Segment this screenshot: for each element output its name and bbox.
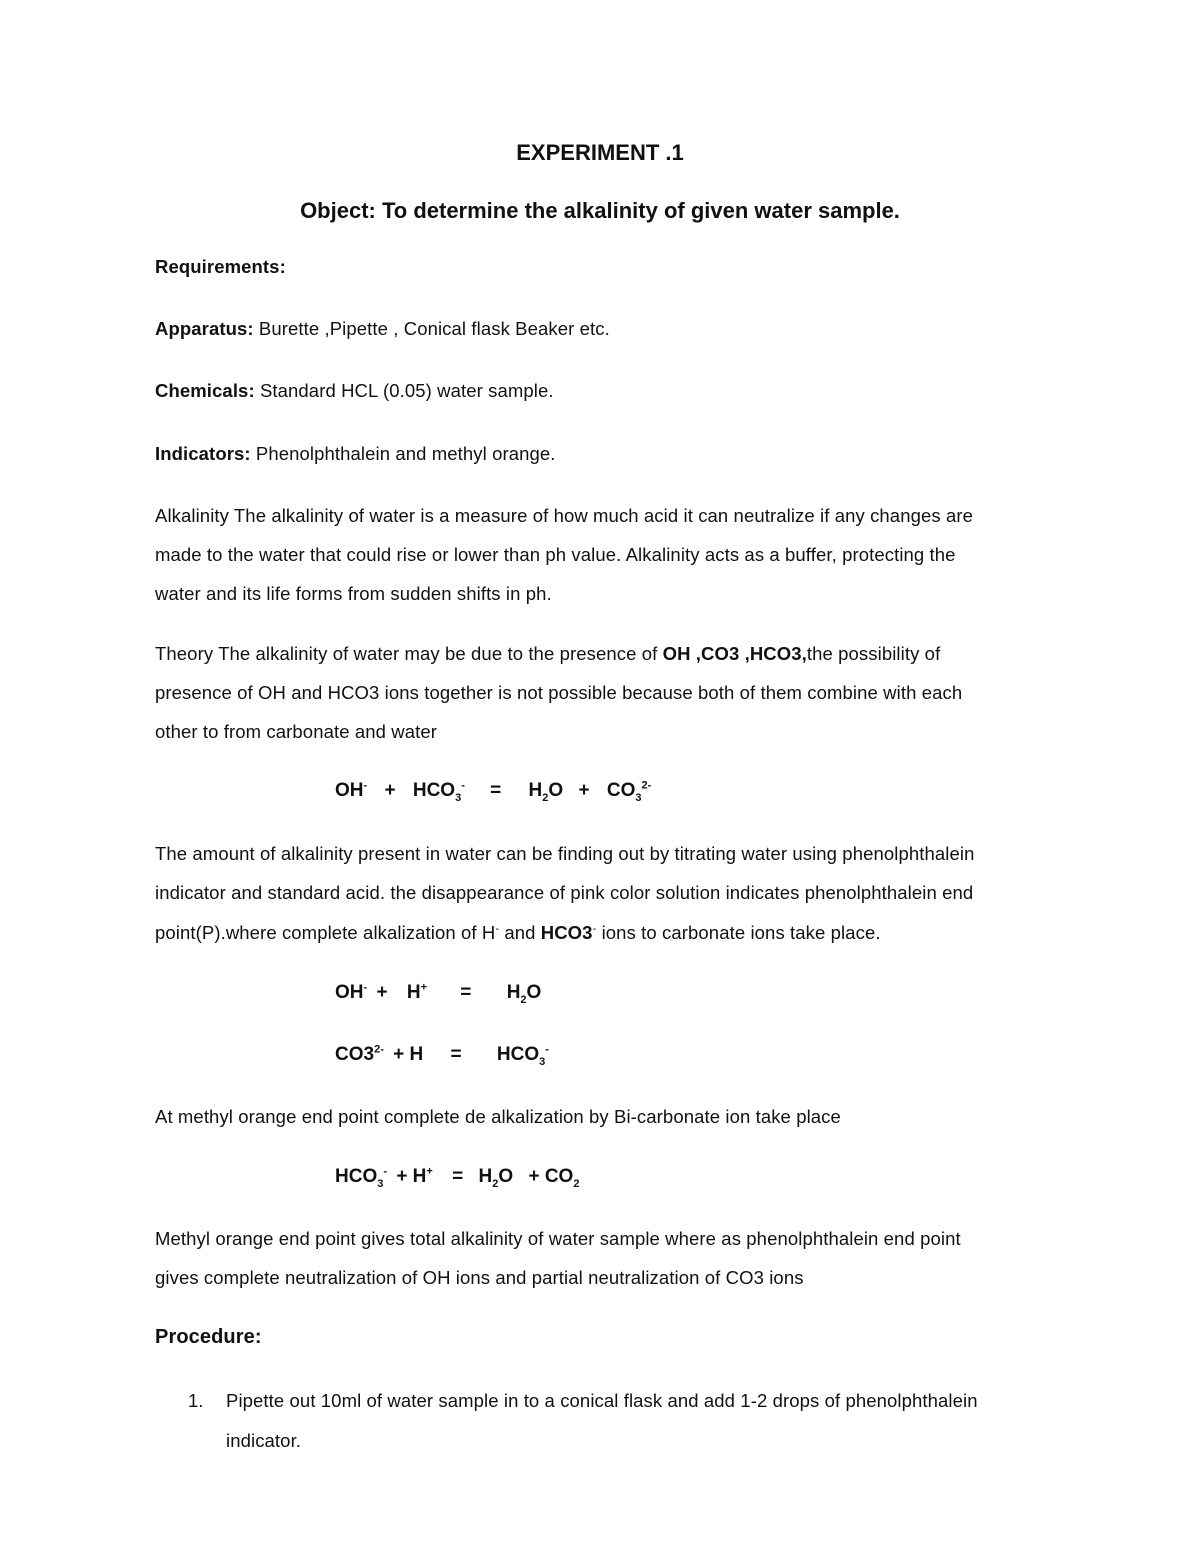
eq-sub: 3 [377, 1177, 384, 1190]
experiment-title: EXPERIMENT .1 [516, 140, 684, 165]
eq-sup: - [461, 779, 465, 792]
equation-4 [335, 1166, 579, 1188]
theory-ions: OH ,CO3 ,HCO3, [662, 643, 807, 664]
apparatus-line [155, 318, 610, 340]
amount-para-line: The amount of alkalinity present in water can be finding out by titrating water using phenolphthalein [155, 843, 975, 864]
eq-op: = [460, 982, 472, 1003]
apparatus-label: Apparatus: [155, 318, 254, 339]
indicators-label: Indicators: [155, 443, 251, 464]
amount-para-line [155, 922, 881, 944]
total-para-line: Methyl orange end point gives total alkalinity of water sample where as phenolphthalein end point [155, 1228, 961, 1249]
eq-sub: 3 [539, 1055, 546, 1068]
eq-op: + [376, 982, 388, 1003]
apparatus-text: Burette ,Pipette , Conical flask Beaker etc. [253, 318, 610, 339]
theory-text: Theory The alkalinity of water may be due to the presence of [155, 643, 663, 664]
eq-op: + H [396, 1166, 427, 1187]
theory-para-line: presence of OH and HCO3 ions together is not possible because both of them combine with each [155, 682, 963, 703]
alkalinity-para-line: made to the water that could rise or lower than ph value. Alkalinity acts as a buffer, protecting the [155, 544, 956, 565]
indicators-text: Phenolphthalein and methyl orange. [250, 443, 556, 464]
equation-2 [335, 982, 541, 1004]
procedure-heading: Procedure: [155, 1326, 262, 1348]
eq-term: O [548, 780, 564, 801]
eq-term: HCO [412, 780, 456, 801]
chemicals-label: Chemicals: [155, 380, 255, 401]
object-heading: Object: To determine the alkalinity of given water sample. [300, 198, 900, 223]
chemicals-line [155, 380, 554, 402]
eq-term: HCO [335, 1166, 378, 1187]
procedure-step-number: 1. [188, 1390, 204, 1411]
eq-sup: 2- [641, 779, 652, 792]
eq-term: H [406, 982, 421, 1003]
alkalinity-para-line: Alkalinity The alkalinity of water is a measure of how much acid it can neutralize if any changes are [155, 505, 973, 526]
total-para-line: gives complete neutralization of OH ions and partial neutralization of CO3 ions [155, 1267, 804, 1288]
amount-sup: - [495, 922, 500, 935]
eq-term: H [528, 780, 543, 801]
theory-text: the possibility of [806, 643, 941, 664]
eq-sup: 2- [374, 1043, 384, 1056]
eq-term: H [506, 982, 521, 1003]
eq-op: + CO [528, 1166, 574, 1187]
eq-op: + [384, 780, 396, 801]
procedure-step-text: Pipette out 10ml of water sample in to a conical flask and add 1-2 drops of phenolphthalein [226, 1390, 978, 1411]
eq-op: + [578, 780, 590, 801]
eq-sup: - [383, 1165, 388, 1178]
eq-term: OH [335, 780, 364, 801]
eq-op: = [450, 1044, 462, 1065]
eq-sup: - [545, 1043, 549, 1056]
eq-op: = [490, 780, 502, 801]
requirements-heading: Requirements: [155, 256, 286, 277]
eq-op: = [452, 1166, 464, 1187]
methyl-para: At methyl orange end point complete de alkalization by Bi-carbonate ion take place [155, 1106, 841, 1127]
eq-sup: + [426, 1165, 433, 1178]
theory-para-line [155, 643, 940, 665]
amount-text: point(P).where complete alkalization of H [155, 922, 496, 943]
amount-sup: - [592, 922, 597, 935]
eq-term: HCO [496, 1044, 540, 1065]
eq-sub: 2 [542, 791, 549, 804]
eq-op: + H [393, 1044, 424, 1065]
equation-1 [335, 780, 651, 802]
eq-sub: 2 [520, 993, 527, 1006]
eq-term: CO [606, 780, 636, 801]
eq-term: H [478, 1166, 493, 1187]
eq-term: O [498, 1166, 514, 1187]
indicators-line [155, 443, 556, 465]
eq-sup: - [363, 981, 368, 994]
eq-sub: 3 [455, 791, 462, 804]
eq-sup: + [420, 981, 428, 994]
eq-term: CO3 [335, 1044, 375, 1065]
amount-text: ions to carbonate ions take place. [596, 922, 881, 943]
amount-text: and [499, 922, 541, 943]
amount-para-line: indicator and standard acid. the disappearance of pink color solution indicates phenolphthalein end [155, 882, 974, 903]
chemicals-text: Standard HCL (0.05) water sample. [254, 380, 554, 401]
eq-sub: 3 [635, 791, 642, 804]
equation-3 [335, 1044, 549, 1066]
eq-term: OH [335, 982, 364, 1003]
procedure-step-text: indicator. [226, 1430, 302, 1451]
eq-sub: 2 [573, 1177, 580, 1190]
theory-para-line: other to from carbonate and water [155, 721, 437, 742]
eq-term: O [526, 982, 542, 1003]
eq-sup: - [363, 779, 368, 792]
eq-sub: 2 [492, 1177, 499, 1190]
amount-ion: HCO3 [540, 922, 593, 943]
alkalinity-para-line: water and its life forms from sudden shifts in ph. [155, 583, 552, 604]
